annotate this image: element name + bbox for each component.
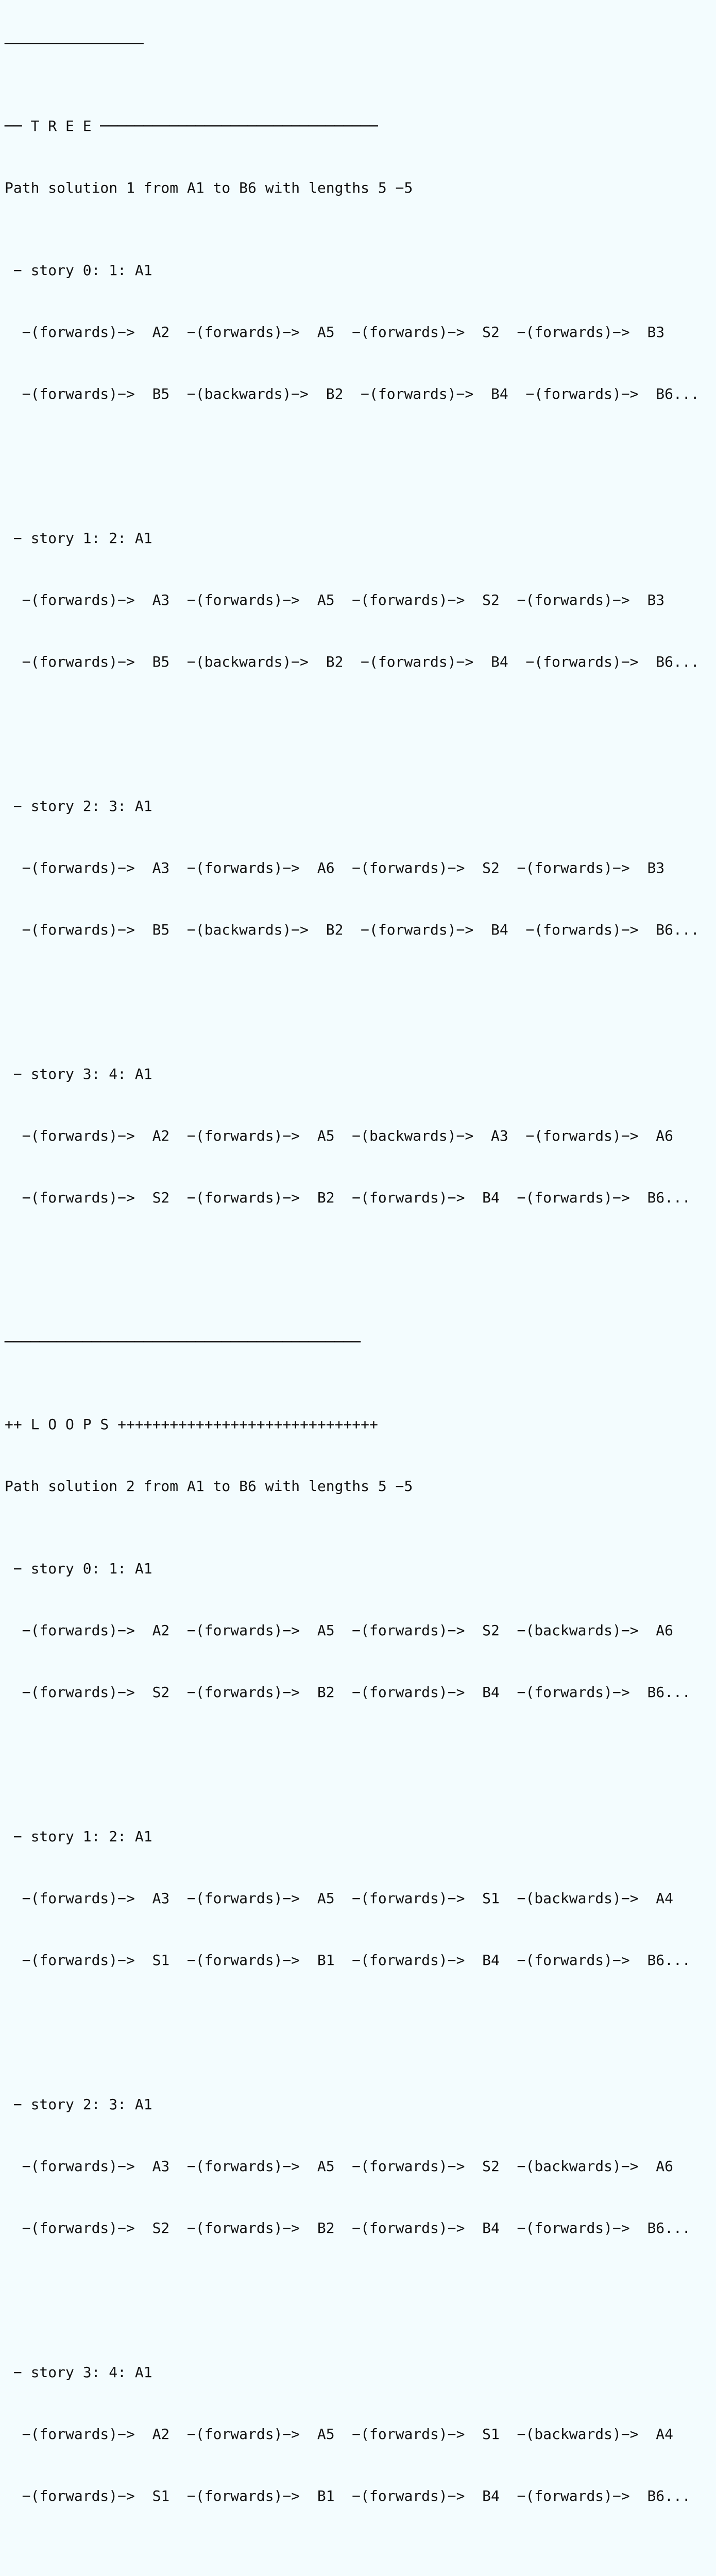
blank-line — [5, 2012, 713, 2032]
loops-story-title: − story 3: 4: A1 — [5, 2364, 152, 2381]
loops-story-path-line: −(forwards)−> A2 −(forwards)−> A5 −(forwards)−> S2 −(backwards)−> A6 — [5, 1622, 674, 1639]
tree-header: ── T R E E ──────────────────────────────── — [5, 117, 378, 134]
loops-story-path-line: −(forwards)−> S2 −(forwards)−> B2 −(forwards)−> B4 −(forwards)−> B6... — [5, 1684, 691, 1701]
loops-story-path-line: −(forwards)−> S1 −(forwards)−> B1 −(forwards)−> B4 −(forwards)−> B6... — [5, 2487, 691, 2504]
tree-story-title: − story 1: 2: A1 — [5, 530, 152, 547]
tree-story-path-line: −(forwards)−> S2 −(forwards)−> B2 −(forwards)−> B4 −(forwards)−> B6... — [5, 1189, 691, 1206]
blank-line — [5, 1249, 713, 1270]
tree-solution-line: Path solution 1 from A1 to B6 with lengths 5 −5 — [5, 179, 413, 196]
loops-header: ++ L O O P S ++++++++++++++++++++++++++++++ — [5, 1416, 378, 1433]
terminal-output — [5, 0, 713, 2576]
tree-story-path-line: −(forwards)−> B5 −(backwards)−> B2 −(forwards)−> B4 −(forwards)−> B6... — [5, 653, 700, 670]
tree-story-path-line: −(forwards)−> A3 −(forwards)−> A6 −(forwards)−> S2 −(forwards)−> B3 — [5, 859, 665, 876]
tree-footer: ───────────────────────────────────────── — [5, 1333, 361, 1350]
loops-solution-line: Path solution 2 from A1 to B6 with lengths 5 −5 — [5, 1478, 413, 1495]
blank-line — [5, 1744, 713, 1765]
loops-story-title: − story 0: 1: A1 — [5, 1560, 152, 1577]
loops-story-path-line: −(forwards)−> S2 −(forwards)−> B2 −(forwards)−> B4 −(forwards)−> B6... — [5, 2219, 691, 2236]
blank-line — [5, 714, 713, 734]
loops-story-title: − story 2: 3: A1 — [5, 2096, 152, 2113]
tree-story-title: − story 3: 4: A1 — [5, 1065, 152, 1082]
tree-story-path-line: −(forwards)−> A3 −(forwards)−> A5 −(forwards)−> S2 −(forwards)−> B3 — [5, 591, 665, 608]
loops-story-path-line: −(forwards)−> A3 −(forwards)−> A5 −(forwards)−> S1 −(backwards)−> A4 — [5, 1890, 674, 1907]
tree-story-title: − story 2: 3: A1 — [5, 798, 152, 815]
loops-story-path-line: −(forwards)−> A2 −(forwards)−> A5 −(forwards)−> S1 −(backwards)−> A4 — [5, 2426, 674, 2443]
tree-story-path-line: −(forwards)−> B5 −(backwards)−> B2 −(forwards)−> B4 −(forwards)−> B6... — [5, 921, 700, 938]
tree-story-path-line: −(forwards)−> A2 −(forwards)−> A5 −(backwards)−> A3 −(forwards)−> A6 — [5, 1127, 674, 1144]
blank-line — [5, 2548, 713, 2568]
cut-off-line: ──────────────── — [5, 35, 144, 52]
loops-story-path-line: −(forwards)−> S1 −(forwards)−> B1 −(forwards)−> B4 −(forwards)−> B6... — [5, 1952, 691, 1969]
loops-story-title: − story 1: 2: A1 — [5, 1828, 152, 1845]
tree-story-path-line: −(forwards)−> A2 −(forwards)−> A5 −(forwards)−> S2 −(forwards)−> B3 — [5, 324, 665, 341]
blank-line — [5, 446, 713, 466]
tree-story-path-line: −(forwards)−> B5 −(backwards)−> B2 −(forwards)−> B4 −(forwards)−> B6... — [5, 385, 700, 402]
blank-line — [5, 2280, 713, 2300]
loops-story-path-line: −(forwards)−> A3 −(forwards)−> A5 −(forwards)−> S2 −(backwards)−> A6 — [5, 2158, 674, 2175]
blank-line — [5, 981, 713, 1002]
tree-story-title: − story 0: 1: A1 — [5, 262, 152, 279]
